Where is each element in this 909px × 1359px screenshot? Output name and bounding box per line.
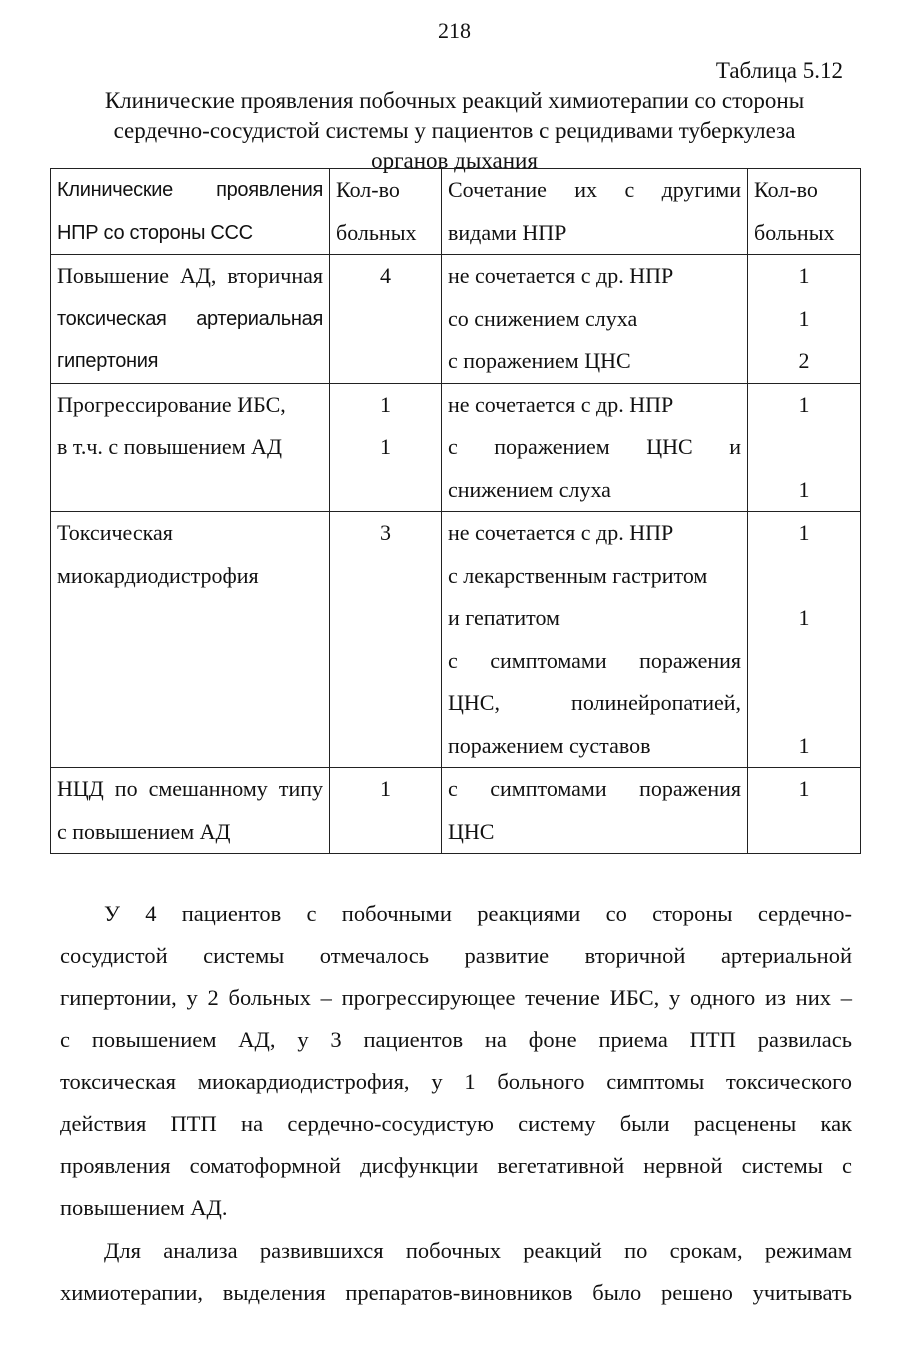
header-text: больных xyxy=(336,219,417,245)
cell-line: миокардиодистрофия xyxy=(57,562,259,588)
cell-line: с поражением ЦНС и xyxy=(448,434,741,459)
cell-line: 1 xyxy=(798,476,810,502)
table-row xyxy=(51,768,861,854)
cell-line: 1 xyxy=(798,263,810,288)
paragraph-line: проявления соматоформной дисфункции вегетативной нервной системы с xyxy=(60,1153,852,1178)
table-label: Таблица 5.12 xyxy=(715,58,843,83)
cell-line xyxy=(754,640,854,683)
paragraph-2 xyxy=(60,1230,852,1314)
cell-line: 1 xyxy=(798,520,810,545)
cell-combination xyxy=(442,255,748,384)
table-row xyxy=(51,512,861,768)
header-text: Клинические проявления xyxy=(57,179,323,201)
cell-line: НЦД по смешанному типу xyxy=(57,776,323,801)
cell-line: Повышение АД, вторичная xyxy=(57,263,323,288)
cell-line: со снижением слуха xyxy=(448,305,638,331)
table-title-line: Клинические проявления побочных реакций химиотерапии со стороны xyxy=(104,88,805,113)
cell-combo-count xyxy=(748,768,861,854)
cell-line: Прогрессирование ИБС, xyxy=(57,391,286,417)
cell-line: 1 xyxy=(798,391,810,417)
cell-line: поражением суставов xyxy=(448,732,651,758)
header-text: НПР со стороны ССС xyxy=(57,221,253,244)
cell-combination xyxy=(442,383,748,512)
cell-line xyxy=(57,469,323,512)
cell-line: 1 xyxy=(798,605,810,630)
cell-line: с симптомами поражения xyxy=(448,776,741,801)
cell-manifestation xyxy=(51,255,330,384)
paragraph-line: сосудистой системы отмечалось развитие вторичной артериальной xyxy=(60,943,852,968)
cell-line: 4 xyxy=(380,263,391,288)
cell-manifestation xyxy=(51,768,330,854)
cell-line: с лекарственным гастритом xyxy=(448,562,708,588)
cell-line: не сочетается с др. НПР xyxy=(448,263,674,288)
paragraph-line: химиотерапии, выделения препаратов-виновников было решено учитывать xyxy=(60,1280,852,1305)
cell-line: гипертония xyxy=(57,350,159,372)
cell-line: токсическая артериальная xyxy=(57,307,323,330)
cell-line xyxy=(754,682,854,725)
cell-line: 3 xyxy=(380,520,391,545)
header-text: Сочетание их с другими xyxy=(448,177,741,202)
cell-line: ЦНС xyxy=(448,818,495,844)
cell-line: ЦНС, полинейропатией, xyxy=(448,690,741,715)
paragraph-line: действия ПТП на сердечно-сосудистую систему были расценены как xyxy=(60,1111,852,1136)
cell-manifestation xyxy=(51,383,330,512)
paragraph-line: Для анализа развившихся побочных реакций по срокам, режимам xyxy=(104,1238,852,1263)
cell-line: не сочетается с др. НПР xyxy=(448,391,674,417)
page-number: 218 xyxy=(438,18,471,43)
paragraph-1 xyxy=(60,893,852,1229)
cell-line: 1 xyxy=(380,434,391,459)
cell-count xyxy=(330,512,442,768)
header-text: больных xyxy=(754,219,835,245)
side-effects-table xyxy=(50,168,861,854)
header-text: видами НПР xyxy=(448,219,567,245)
header-manifestation xyxy=(51,169,330,255)
cell-combo-count xyxy=(748,512,861,768)
header-count xyxy=(330,169,442,255)
table-title xyxy=(40,86,869,176)
table-row xyxy=(51,255,861,384)
cell-line: 1 xyxy=(798,732,810,758)
cell-line: Токсическая xyxy=(57,520,173,545)
cell-line: 1 xyxy=(798,776,810,801)
cell-line: и гепатитом xyxy=(448,605,560,630)
cell-combo-count xyxy=(748,383,861,512)
cell-combination xyxy=(442,768,748,854)
header-text: Кол-во xyxy=(754,177,818,202)
cell-count xyxy=(330,383,442,512)
cell-count xyxy=(330,255,442,384)
cell-line: снижением слуха xyxy=(448,476,611,502)
table-title-line: органов дыхания xyxy=(371,148,538,173)
paragraph-line: гипертонии, у 2 больных – прогрессирующее течение ИБС, у одного из них – xyxy=(60,985,852,1010)
cell-line: 1 xyxy=(798,305,810,331)
cell-line: 1 xyxy=(380,776,391,801)
paragraph-line: с повышением АД, у 3 пациентов на фоне приема ПТП развилась xyxy=(60,1027,852,1052)
paragraph-line: У 4 пациентов с побочными реакциями со стороны сердечно- xyxy=(104,901,852,926)
cell-manifestation xyxy=(51,512,330,768)
table-header-row xyxy=(51,169,861,255)
header-text: Кол-во xyxy=(336,177,400,202)
cell-line: не сочетается с др. НПР xyxy=(448,520,674,545)
header-combo-count xyxy=(748,169,861,255)
cell-line: в т.ч. с повышением АД xyxy=(57,434,282,459)
cell-line: с симптомами поражения xyxy=(448,647,741,673)
paragraph-line: токсическая миокардиодистрофия, у 1 больного симптомы токсического xyxy=(60,1069,852,1094)
cell-combination xyxy=(442,512,748,768)
table-title-line: сердечно-сосудистой системы у пациентов с рецидивами туберкулеза xyxy=(113,118,796,143)
header-combination xyxy=(442,169,748,255)
cell-line: с повышением АД xyxy=(57,818,231,844)
cell-count xyxy=(330,768,442,854)
cell-line: 1 xyxy=(380,391,391,417)
cell-line xyxy=(754,555,854,598)
cell-line: 2 xyxy=(798,348,810,373)
paragraph-line: повышением АД. xyxy=(60,1195,228,1220)
table-row xyxy=(51,383,861,512)
cell-combo-count xyxy=(748,255,861,384)
cell-line xyxy=(754,426,854,469)
cell-line: с поражением ЦНС xyxy=(448,348,631,373)
